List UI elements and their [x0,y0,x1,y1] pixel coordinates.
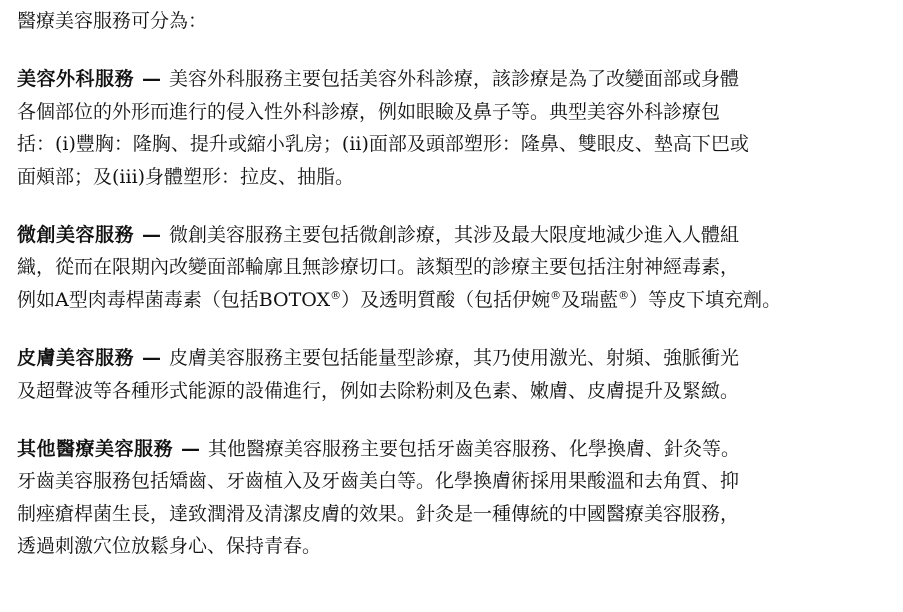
section-text: 其他醫療美容服務主要包括牙齒美容服務、化學換膚、針灸等。 [208,438,741,461]
section-line: 各個部位的外形而進行的侵入性外科診療，例如眼瞼及鼻子等。典型美容外科診療包 [17,100,721,123]
document-page [17,0,887,563]
section-line: 制痤瘡桿菌生長，達致潤滑及清潔皮膚的效果。針灸是一種傳統的中國醫療美容服務， [17,502,740,525]
registered-mark: ® [330,288,342,302]
section-line: 織，從而在限期內改變面部輪廓且無診療切口。該類型的診療主要包括注射神經毒素， [17,256,740,279]
section-heading: 其他醫療美容服務 [17,438,174,461]
section-line: 透過刺激穴位放鬆身心、保持青春。 [17,535,322,558]
section-line [17,219,887,251]
registered-mark: ® [618,288,630,302]
section-skin-aesthetics [17,342,887,407]
section-cosmetic-surgery [17,63,887,193]
section-line [17,284,887,316]
section-line: 面頰部；及(iii)身體塑形：拉皮、抽脂。 [17,165,355,188]
text-fragment: ）等皮下填充劑。 [629,288,782,311]
section-heading: 皮膚美容服務 [17,347,135,370]
text-fragment: ）及透明質酸（包括伊婉 [341,288,551,311]
intro-text: 醫療美容服務可分為： [17,10,208,32]
em-dash: — [142,224,162,247]
section-minimally-invasive [17,219,887,316]
section-text: 美容外科服務主要包括美容外科診療，該診療是為了改變面部或身體 [169,68,740,91]
registered-mark: ® [550,288,562,302]
section-line [17,433,887,465]
section-line: 牙齒美容服務包括矯齒、牙齒植入及牙齒美白等。化學換膚術採用果酸溫和去角質、抑 [17,470,740,493]
section-heading: 微創美容服務 [17,224,135,247]
section-line [17,342,887,374]
section-line: 及超聲波等各種形式能源的設備進行，例如去除粉刺及色素、嫩膚、皮膚提升及緊緻。 [17,379,740,402]
section-heading: 美容外科服務 [17,68,135,91]
text-fragment: 及瑞藍 [561,288,619,311]
em-dash: — [181,438,201,461]
text-fragment: 例如A型肉毒桿菌毒素（包括BOTOX [17,288,331,311]
section-text: 皮膚美容服務主要包括能量型診療，其乃使用激光、射頻、強脈衝光 [169,347,740,370]
section-other-medical-aesthetics [17,433,887,563]
section-line: 括：(i)豐胸：隆胸、提升或縮小乳房；(ii)面部及頭部塑形：隆鼻、雙眼皮、墊高下巴或 [17,133,749,156]
em-dash: — [142,68,162,91]
section-text: 微創美容服務主要包括微創診療，其涉及最大限度地減少進入人體組 [169,224,740,247]
em-dash: — [142,347,162,370]
section-line [17,63,887,95]
